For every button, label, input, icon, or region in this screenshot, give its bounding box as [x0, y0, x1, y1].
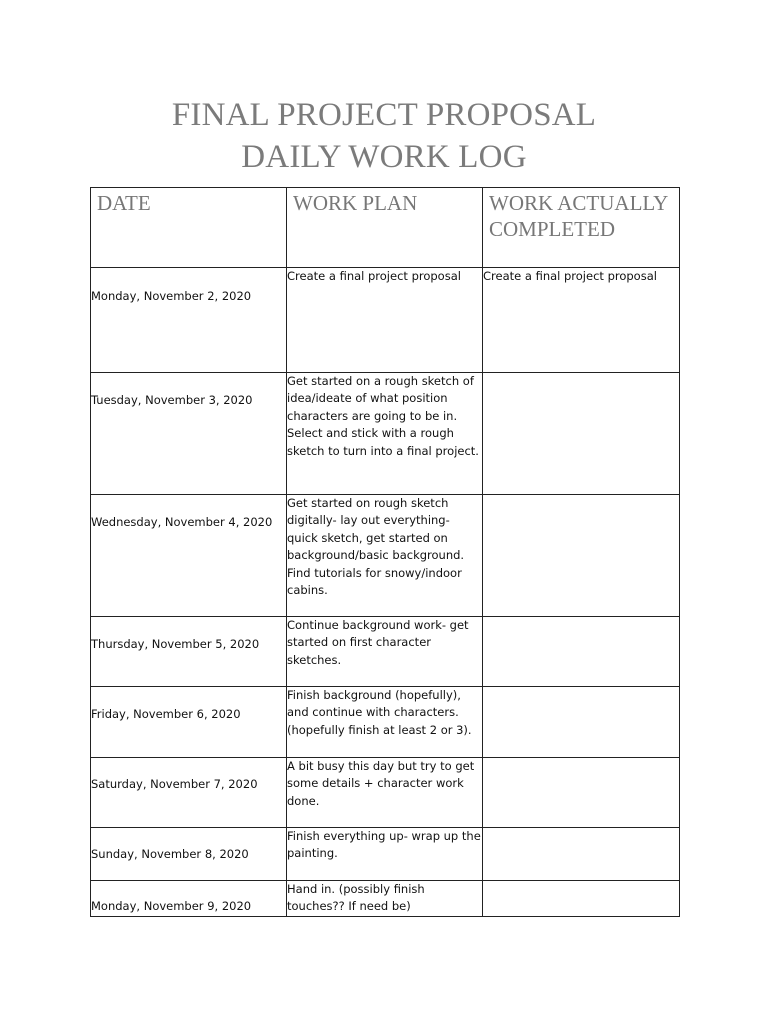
table-row	[91, 758, 680, 828]
row-work-completed	[483, 687, 680, 758]
table-row	[91, 828, 680, 881]
row-date: Wednesday, November 4, 2020	[91, 495, 287, 617]
row-work-completed	[483, 495, 680, 617]
work-log-table	[90, 187, 680, 917]
row-work-completed	[483, 617, 680, 687]
table-row	[91, 373, 680, 495]
row-work-plan: Finish everything up- wrap up the painting.	[287, 828, 483, 881]
header-date: DATE	[91, 188, 287, 268]
table-header-row	[91, 188, 680, 268]
row-work-plan: Create a final project proposal	[287, 268, 483, 373]
row-work-completed	[483, 828, 680, 881]
row-work-plan: Continue background work- get started on first character sketches.	[287, 617, 483, 687]
row-work-plan: Finish background (hopefully), and continue with characters. (hopefully finish at least 2 or 3).	[287, 687, 483, 758]
document-title-line-2: DAILY WORK LOG	[241, 139, 527, 175]
row-work-completed	[483, 881, 680, 917]
row-work-completed	[483, 373, 680, 495]
row-work-completed	[483, 758, 680, 828]
row-work-plan: Get started on rough sketch digitally- lay out everything- quick sketch, get started on background/basic background. Find tutorials for snowy/indoor cabins.	[287, 495, 483, 617]
row-work-completed: Create a final project proposal	[483, 268, 680, 373]
row-date: Saturday, November 7, 2020	[91, 758, 287, 828]
row-date: Monday, November 2, 2020	[91, 268, 287, 373]
table-row	[91, 881, 680, 917]
table-row	[91, 687, 680, 758]
header-work-plan: WORK PLAN	[287, 188, 483, 268]
row-date: Tuesday, November 3, 2020	[91, 373, 287, 495]
table-row	[91, 495, 680, 617]
row-work-plan: A bit busy this day but try to get some details + character work done.	[287, 758, 483, 828]
row-date: Sunday, November 8, 2020	[91, 828, 287, 881]
row-date: Friday, November 6, 2020	[91, 687, 287, 758]
document-title-line-1: FINAL PROJECT PROPOSAL	[171, 97, 597, 133]
header-work-actually-completed: WORK ACTUALLY COMPLETED	[483, 188, 680, 268]
table-row	[91, 268, 680, 373]
table-row	[91, 617, 680, 687]
row-work-plan: Hand in. (possibly finish touches?? If need be)	[287, 881, 483, 917]
row-date: Monday, November 9, 2020	[91, 881, 287, 917]
row-date: Thursday, November 5, 2020	[91, 617, 287, 687]
row-work-plan: Get started on a rough sketch of idea/ideate of what position characters are going to be in. Select and stick with a rough sketch to turn into a final project.	[287, 373, 483, 495]
